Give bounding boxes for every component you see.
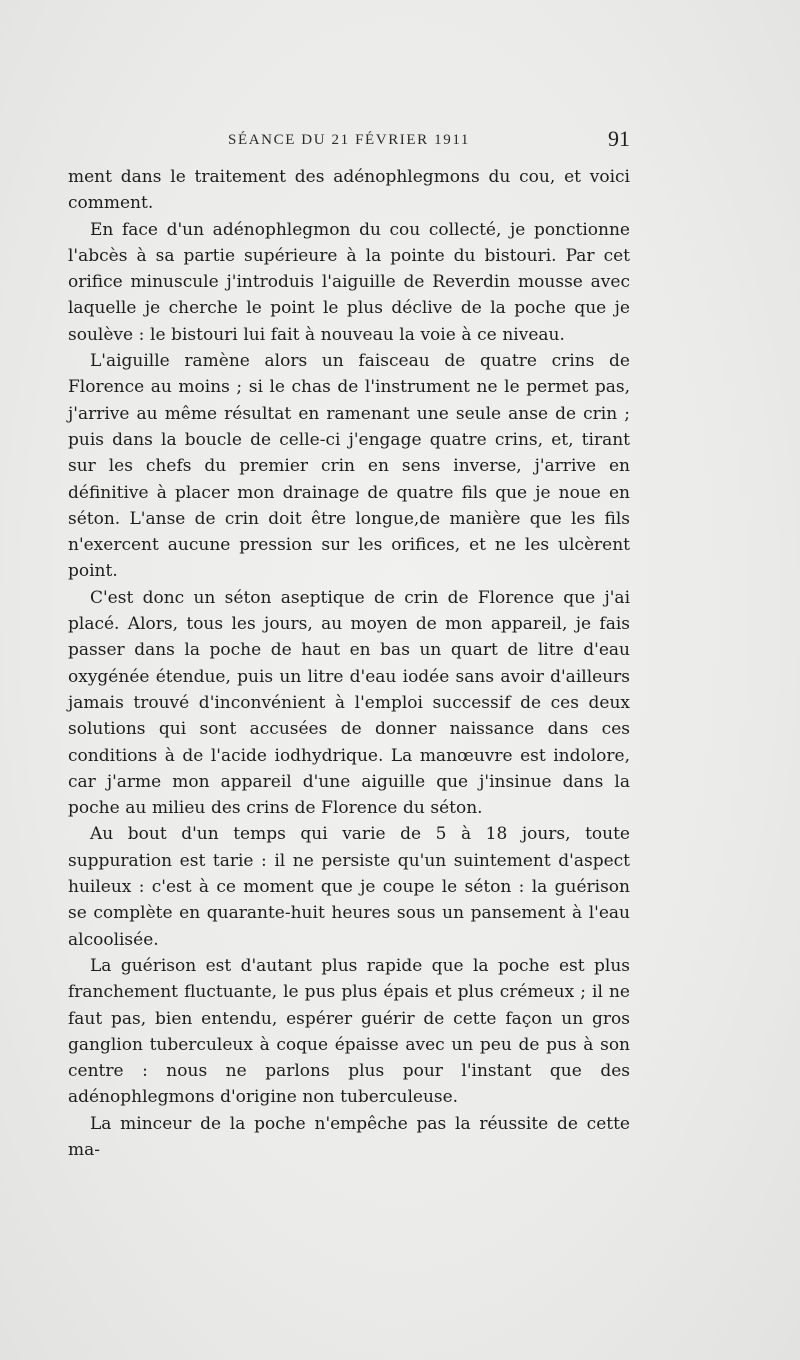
paragraph: Au bout d'un temps qui varie de 5 à 18 jours, toute suppuration est tarie : il ne persiste qu'un suintement d'aspect huileux : c'est à ce moment que je coupe le séton : la guérison se complète en quarante-huit heures sous un pansement à l'eau alcoolisée. bbox=[68, 824, 630, 950]
page-number: 91 bbox=[608, 126, 630, 151]
paragraph: L'aiguille ramène alors un faisceau de quatre crins de Florence au moins ; si le chas de l'instrument ne le permet pas, j'arrive au même résultat en ramenant une seule anse de crin ; puis dans la boucle de celle-ci j'engage quatre crins, et, tirant sur les chefs du premier crin en sens inverse, j'arrive en définitive à placer mon drainage de quatre fils que je noue en séton. L'anse de crin doit être longue,de manière que les fils n'exercent aucune pression sur les orifices, et ne les ulcèrent point. bbox=[68, 351, 630, 582]
paragraph: La guérison est d'autant plus rapide que la poche est plus franchement fluctuante, le pus plus épais et plus crémeux ; il ne faut pas, bien entendu, espérer guérir de cette façon un gros ganglion tuberculeux à coque épaisse avec un peu de pus à son centre : nous ne parlons plus pour l'instant que des adénophlegmons d'origine non tuberculeuse. bbox=[68, 955, 630, 1108]
paragraph: En face d'un adénophlegmon du cou collecté, je ponctionne l'abcès à sa partie supérieure à la pointe du bistouri. Par cet orifice minuscule j'introduis l'aiguille de Reverdin mousse avec laquelle je cherche le point le plus déclive de la poche que je soulève : le bistouri lui fait à nouveau la voie à ce niveau. bbox=[68, 219, 630, 345]
paragraph: C'est donc un séton aseptique de crin de Florence que j'ai placé. Alors, tous les jours, au moyen de mon appareil, je fais passer dans la poche de haut en bas un quart de litre d'eau oxygénée étendue, puis un litre d'eau iodée sans avoir d'ailleurs jamais trouvé d'inconvénient à l'emploi successif de ces deux solutions qui sont accusées de donner naissance dans ces conditions à de l'acide iodhydrique. La manœuvre est indolore, car j'arme mon appareil d'une aiguille que j'insinue dans la poche au milieu des crins de Florence du séton. bbox=[68, 587, 630, 819]
paragraph: ment dans le traitement des adénophlegmons du cou, et voici comment. bbox=[68, 167, 630, 214]
page-header bbox=[68, 126, 630, 156]
paragraph: La minceur de la poche n'empêche pas la réussite de cette ma- bbox=[68, 1113, 630, 1160]
running-head: SÉANCE DU 21 FÉVRIER 1911 bbox=[228, 132, 470, 148]
body-text bbox=[68, 164, 630, 1163]
